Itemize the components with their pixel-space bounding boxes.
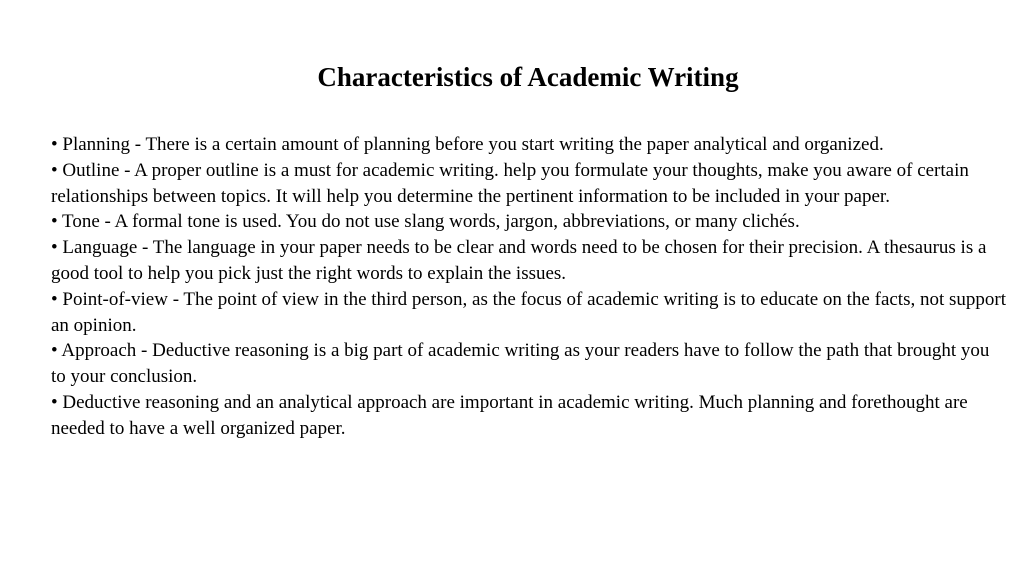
slide-title: Characteristics of Academic Writing	[317, 62, 739, 92]
bullet-deductive-reasoning: • Deductive reasoning and an analytical approach are important in academic writing. Much planning and forethought are needed to have a well organized paper.	[51, 391, 968, 439]
bullet-language: • Language - The language in your paper needs to be clear and words need to be chosen for their precision. A thesaurus is a good tool to help you pick just the right words to explain the issues.	[51, 237, 987, 284]
bullet-planning: • Planning - There is a certain amount of planning before you start writing the paper analytical and organized.	[51, 134, 884, 155]
bullet-point-of-view: • Point-of-view - The point of view in the third person, as the focus of academic writing is to educate on the facts, not support an opinion.	[51, 288, 1007, 336]
bullet-outline: • Outline - A proper outline is a must for academic writing. help you formulate your thoughts, make you aware of certain relationships between topics. It will help you determine the pertinent information to be included in your paper.	[51, 159, 969, 207]
bullet-approach: • Approach - Deductive reasoning is a big part of academic writing as your readers have to follow the path that brought you to your conclusion.	[51, 340, 990, 388]
bullet-tone: • Tone - A formal tone is used. You do not use slang words, jargon, abbreviations, or many clichés.	[51, 211, 800, 233]
bullet-list	[51, 132, 1006, 442]
